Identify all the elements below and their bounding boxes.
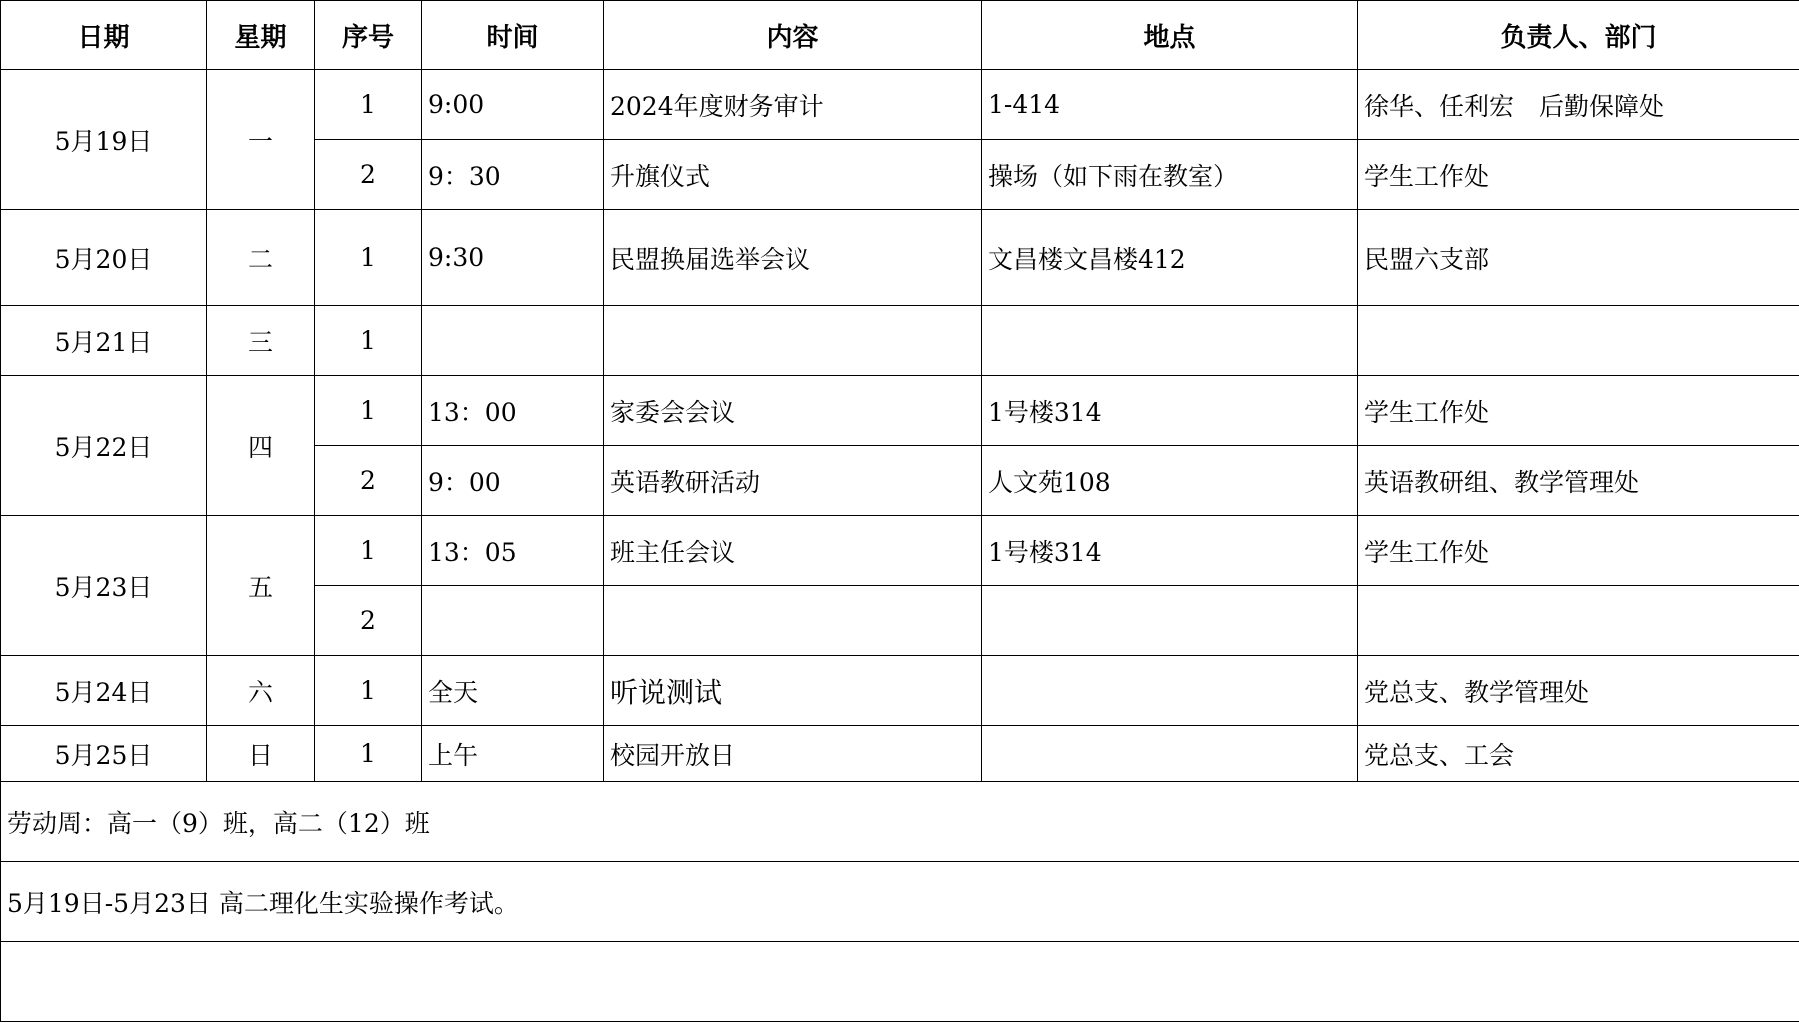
- owner-cell: 学生工作处: [1358, 140, 1799, 210]
- date-cell: 5月24日: [1, 656, 207, 726]
- time-cell: [422, 306, 604, 376]
- content-cell: 升旗仪式: [604, 140, 982, 210]
- content-cell: 校园开放日: [604, 726, 982, 782]
- weekday-cell: 三: [207, 306, 315, 376]
- time-cell: [422, 586, 604, 656]
- date-cell: 5月19日: [1, 70, 207, 210]
- labor-week-note: 劳动周：高一（9）班，高二（12）班: [1, 782, 1799, 862]
- number-cell: 1: [315, 516, 422, 586]
- table-row: [1, 210, 1799, 306]
- time-cell: 13：05: [422, 516, 604, 586]
- header-place: 地点: [982, 1, 1358, 70]
- date-cell: 5月25日: [1, 726, 207, 782]
- header-owner: 负责人、部门: [1358, 1, 1799, 70]
- content-cell: [604, 306, 982, 376]
- table-row: [1, 306, 1799, 376]
- place-cell: 1号楼314: [982, 376, 1358, 446]
- place-cell: 文昌楼文昌楼412: [982, 210, 1358, 306]
- number-cell: 2: [315, 586, 422, 656]
- time-cell: 9：30: [422, 140, 604, 210]
- date-cell: 5月20日: [1, 210, 207, 306]
- content-cell: 英语教研活动: [604, 446, 982, 516]
- weekday-cell: 二: [207, 210, 315, 306]
- number-cell: 1: [315, 726, 422, 782]
- number-cell: 2: [315, 446, 422, 516]
- owner-cell: 民盟六支部: [1358, 210, 1799, 306]
- weekday-cell: 六: [207, 656, 315, 726]
- owner-cell: [1358, 586, 1799, 656]
- number-cell: 1: [315, 210, 422, 306]
- content-cell: 家委会会议: [604, 376, 982, 446]
- weekday-cell: 日: [207, 726, 315, 782]
- owner-cell: 学生工作处: [1358, 376, 1799, 446]
- note-row: [1, 942, 1799, 1022]
- table-row: [1, 516, 1799, 586]
- note-row: [1, 782, 1799, 862]
- owner-cell: 英语教研组、教学管理处: [1358, 446, 1799, 516]
- owner-cell: 徐华、任利宏 后勤保障处: [1358, 70, 1799, 140]
- date-cell: 5月21日: [1, 306, 207, 376]
- weekday-cell: 五: [207, 516, 315, 656]
- content-cell: 班主任会议: [604, 516, 982, 586]
- place-cell: [982, 726, 1358, 782]
- header-number: 序号: [315, 1, 422, 70]
- header-time: 时间: [422, 1, 604, 70]
- note-row: [1, 862, 1799, 942]
- table-row: [1, 656, 1799, 726]
- number-cell: 2: [315, 140, 422, 210]
- content-cell: 听说测试: [604, 656, 982, 726]
- number-cell: 1: [315, 376, 422, 446]
- date-cell: 5月22日: [1, 376, 207, 516]
- content-cell: 2024年度财务审计: [604, 70, 982, 140]
- header-row: [1, 1, 1799, 70]
- header-content: 内容: [604, 1, 982, 70]
- weekday-cell: 一: [207, 70, 315, 210]
- place-cell: 1号楼314: [982, 516, 1358, 586]
- owner-cell: 学生工作处: [1358, 516, 1799, 586]
- place-cell: 操场（如下雨在教室）: [982, 140, 1358, 210]
- blank-note: [1, 942, 1799, 1022]
- table-row: [1, 726, 1799, 782]
- owner-cell: 党总支、教学管理处: [1358, 656, 1799, 726]
- exam-note: 5月19日-5月23日 高二理化生实验操作考试。: [1, 862, 1799, 942]
- number-cell: 1: [315, 656, 422, 726]
- content-cell: 民盟换届选举会议: [604, 210, 982, 306]
- time-cell: 13：00: [422, 376, 604, 446]
- date-cell: 5月23日: [1, 516, 207, 656]
- place-cell: 1-414: [982, 70, 1358, 140]
- header-weekday: 星期: [207, 1, 315, 70]
- table-row: [1, 376, 1799, 446]
- time-cell: 全天: [422, 656, 604, 726]
- number-cell: 1: [315, 70, 422, 140]
- owner-cell: [1358, 306, 1799, 376]
- time-cell: 9：00: [422, 446, 604, 516]
- time-cell: 9:00: [422, 70, 604, 140]
- time-cell: 上午: [422, 726, 604, 782]
- place-cell: [982, 656, 1358, 726]
- header-date: 日期: [1, 1, 207, 70]
- number-cell: 1: [315, 306, 422, 376]
- owner-cell: 党总支、工会: [1358, 726, 1799, 782]
- weekday-cell: 四: [207, 376, 315, 516]
- place-cell: 人文苑108: [982, 446, 1358, 516]
- place-cell: [982, 306, 1358, 376]
- time-cell: 9:30: [422, 210, 604, 306]
- content-cell: [604, 586, 982, 656]
- place-cell: [982, 586, 1358, 656]
- table-row: [1, 70, 1799, 140]
